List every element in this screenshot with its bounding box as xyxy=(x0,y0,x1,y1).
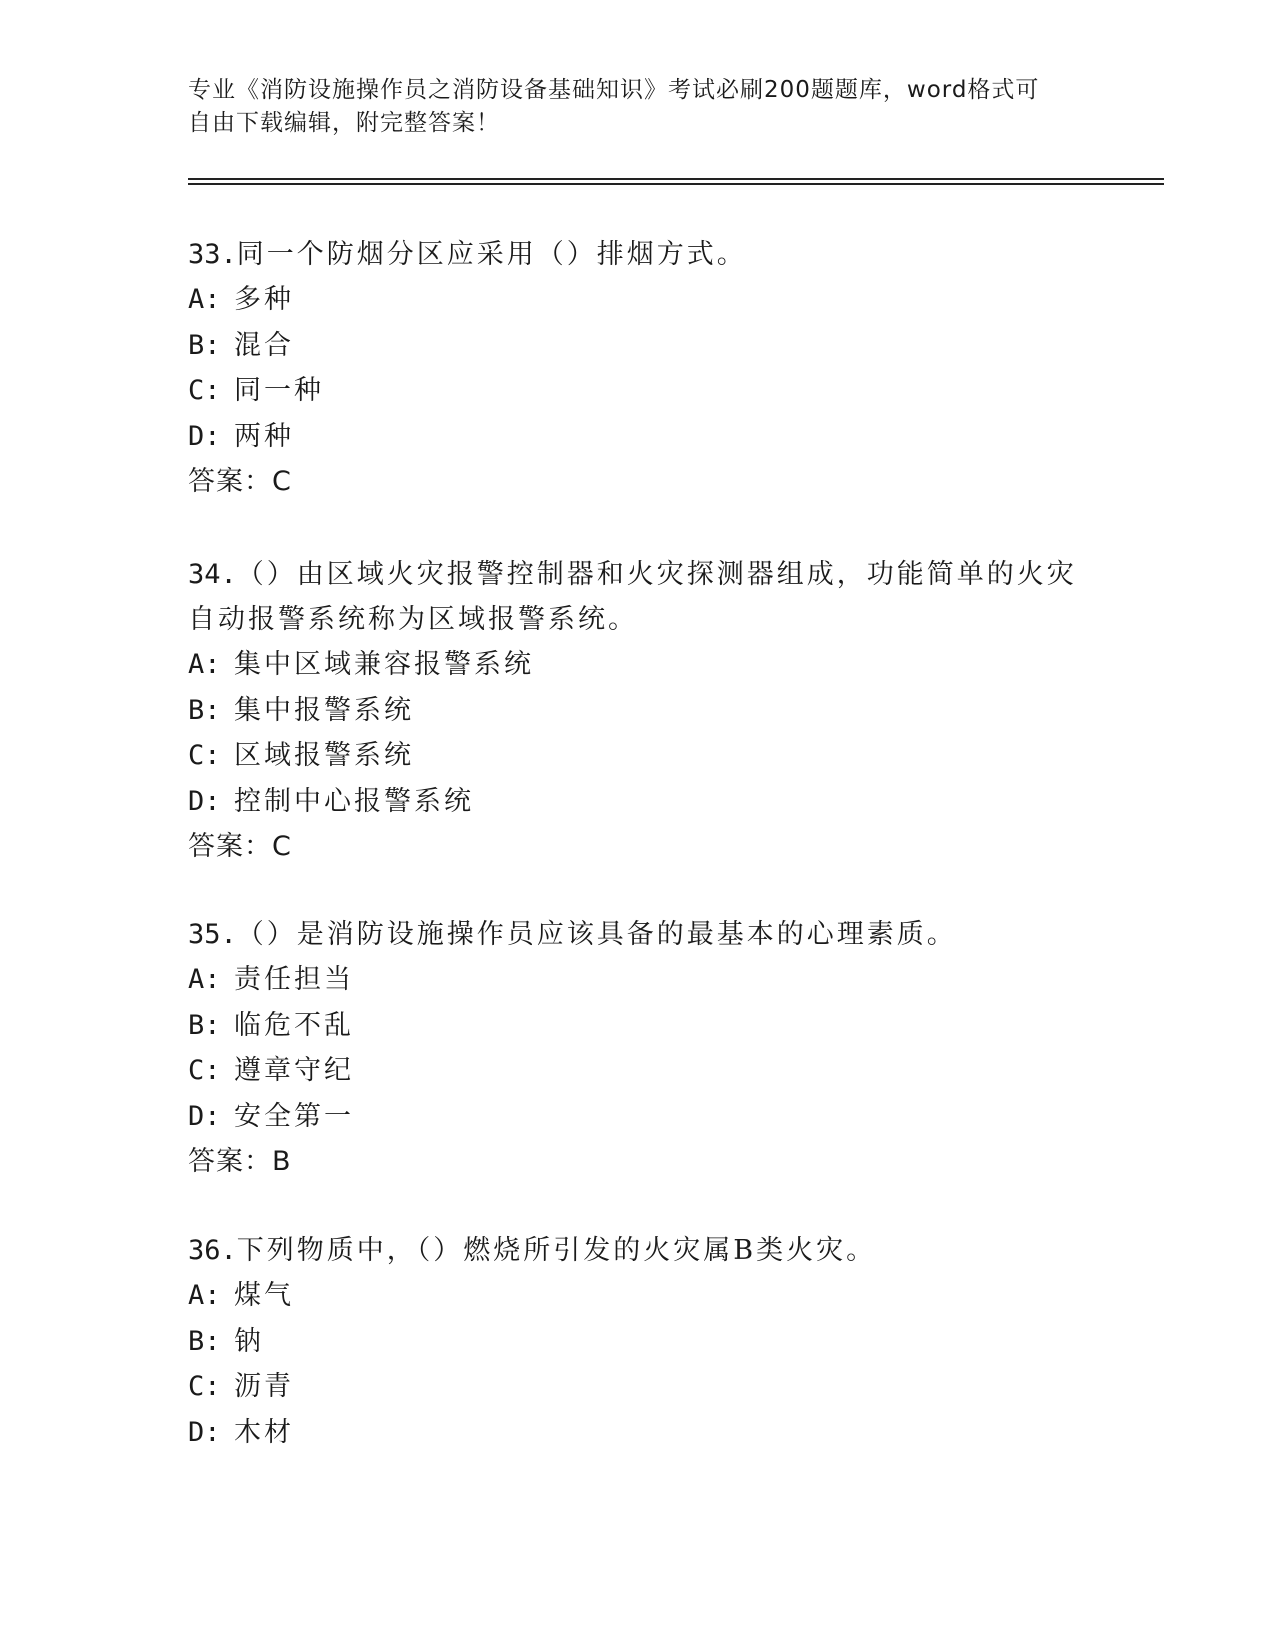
question-36 xyxy=(188,1228,1088,1455)
header-line-1: 专业《消防设施操作员之消防设备基础知识》考试必刷200题题库，word格式可 xyxy=(188,77,1040,103)
header-rule-bottom xyxy=(188,183,1164,185)
option-text: 混合 xyxy=(234,329,294,361)
option-c xyxy=(188,368,1088,414)
option-text: 集中区域兼容报警系统 xyxy=(234,649,534,680)
question-stem xyxy=(188,912,1088,957)
option-key: A: xyxy=(188,649,221,680)
option-key: A: xyxy=(188,284,221,315)
option-text: 两种 xyxy=(234,420,294,452)
option-key: D: xyxy=(188,1100,221,1132)
answer: 答案：B xyxy=(188,1146,292,1177)
option-text: 责任担当 xyxy=(234,964,354,995)
option-d xyxy=(188,1094,1088,1140)
question-number: 36. xyxy=(188,1235,237,1266)
option-d xyxy=(188,1410,1088,1456)
option-text: 集中报警系统 xyxy=(234,694,414,726)
option-text: 同一种 xyxy=(234,375,324,406)
document-header xyxy=(188,74,1088,140)
option-text: 临危不乱 xyxy=(234,1009,354,1041)
question-text: 下列物质中，（）燃烧所引发的火灾属B类火灾。 xyxy=(236,1235,877,1266)
option-text: 多种 xyxy=(234,284,294,315)
header-line-2: 自由下载编辑，附完整答案！ xyxy=(188,110,500,136)
option-a xyxy=(188,1273,1088,1319)
question-33 xyxy=(188,232,1088,505)
option-text: 沥青 xyxy=(234,1371,294,1402)
option-text: 钠 xyxy=(234,1325,264,1357)
option-text: 安全第一 xyxy=(234,1100,354,1132)
option-d xyxy=(188,414,1088,460)
question-35 xyxy=(188,912,1088,1185)
answer: 答案：C xyxy=(188,831,292,862)
option-key: A: xyxy=(188,1280,221,1311)
option-key: B: xyxy=(188,694,221,726)
option-key: C: xyxy=(188,740,221,771)
option-c xyxy=(188,733,1088,779)
option-key: C: xyxy=(188,375,221,406)
option-b xyxy=(188,688,1088,734)
option-key: B: xyxy=(188,1009,221,1041)
question-text: （）是消防设施操作员应该具备的最基本的心理素质。 xyxy=(236,919,957,950)
option-key: D: xyxy=(188,1416,221,1448)
option-a xyxy=(188,957,1088,1003)
question-number: 34. xyxy=(188,559,237,590)
option-c xyxy=(188,1048,1088,1094)
option-c xyxy=(188,1364,1088,1410)
option-text: 煤气 xyxy=(234,1280,294,1311)
question-text: （）由区域火灾报警控制器和火灾探测器组成，功能简单的火灾自动报警系统称为区域报警系统。 xyxy=(188,559,1077,635)
option-key: B: xyxy=(188,329,221,361)
option-b xyxy=(188,323,1088,369)
question-stem xyxy=(188,552,1088,642)
question-text: 同一个防烟分区应采用（）排烟方式。 xyxy=(236,239,747,270)
header-rule-top xyxy=(188,178,1164,180)
question-stem xyxy=(188,232,1088,277)
option-key: C: xyxy=(188,1371,221,1402)
question-34 xyxy=(188,552,1088,870)
answer: 答案：C xyxy=(188,466,292,497)
option-d xyxy=(188,779,1088,825)
option-text: 区域报警系统 xyxy=(234,740,414,771)
option-a xyxy=(188,277,1088,323)
option-b xyxy=(188,1003,1088,1049)
option-text: 遵章守纪 xyxy=(234,1055,354,1086)
option-key: A: xyxy=(188,964,221,995)
option-key: D: xyxy=(188,785,221,817)
question-number: 33. xyxy=(188,239,237,270)
question-stem xyxy=(188,1228,1088,1273)
option-text: 木材 xyxy=(234,1416,294,1448)
option-key: C: xyxy=(188,1055,221,1086)
option-b xyxy=(188,1319,1088,1365)
question-number: 35. xyxy=(188,919,237,950)
option-a xyxy=(188,642,1088,688)
option-text: 控制中心报警系统 xyxy=(234,785,474,817)
option-key: D: xyxy=(188,420,221,452)
option-key: B: xyxy=(188,1325,221,1357)
